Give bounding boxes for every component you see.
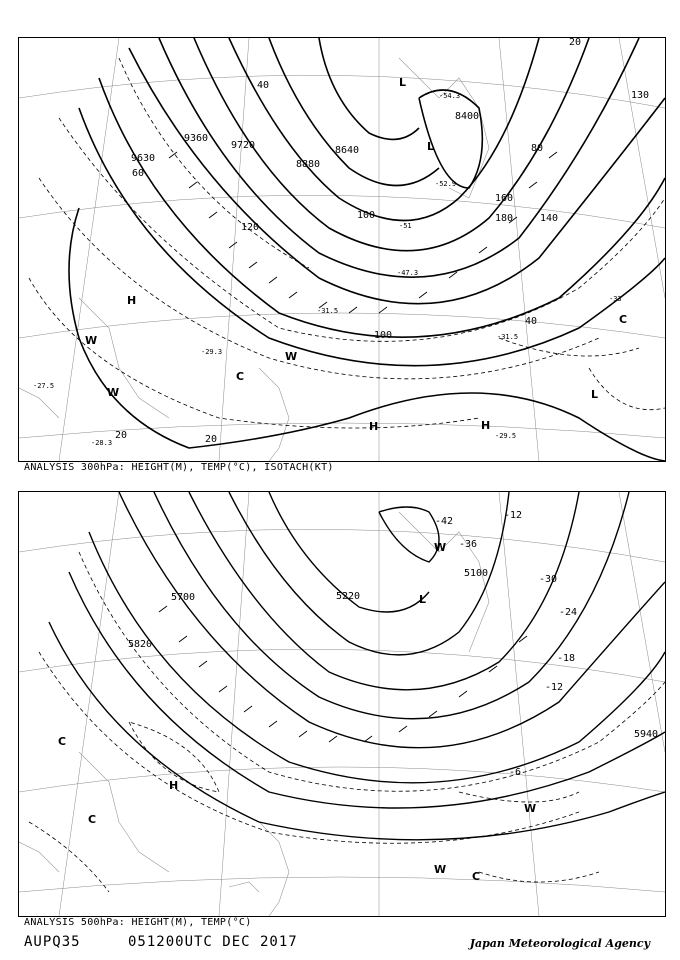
- height-label-5940: 5940: [634, 729, 659, 740]
- temp-label: -29.3: [201, 348, 223, 356]
- isotach-label: 140: [540, 213, 559, 224]
- valid-time: 051200UTC DEC 2017: [128, 934, 298, 950]
- height-label-8880: 8880: [296, 159, 321, 170]
- isotach-label: 100: [374, 330, 393, 341]
- temp-label: -31.5: [497, 333, 519, 341]
- height-label-5820: 5820: [128, 639, 153, 650]
- isotach-label: 60: [132, 168, 145, 179]
- caption-500hpa: ANALYSIS 500hPa: HEIGHT(M), TEMP(°C): [24, 917, 252, 928]
- isotach-label: 120: [241, 222, 260, 233]
- isotach-label: 20: [569, 38, 582, 48]
- cold-center: C: [88, 813, 97, 826]
- temp-label: -42: [435, 516, 454, 527]
- low-center: L: [399, 76, 407, 89]
- temp-label: -29.5: [495, 432, 517, 440]
- isotach-label: 40: [257, 80, 270, 91]
- isotach-label: 80: [531, 143, 544, 154]
- height-label-9360: 9360: [184, 133, 209, 144]
- bulletin-code: AUPQ35: [24, 934, 81, 950]
- temp-label: -12: [545, 682, 564, 693]
- height-label-9720: 9720: [231, 140, 256, 151]
- temp-label: -24: [559, 607, 578, 618]
- height-label-5220: 5220: [336, 591, 361, 602]
- wind-barbs: [159, 606, 527, 742]
- height-label-5700: 5700: [171, 592, 196, 603]
- height-label-8640: 8640: [335, 145, 360, 156]
- isotach-label: 100: [357, 210, 376, 221]
- temp-label: -47.3: [397, 269, 419, 277]
- height-contours: [69, 38, 665, 461]
- height-label-5100: 5100: [464, 568, 489, 579]
- temp-label: -28.3: [91, 439, 113, 447]
- cold-center: C: [619, 313, 628, 326]
- warm-center: W: [434, 541, 447, 554]
- chart-300hpa-canvas: [19, 38, 665, 461]
- temp-label: -27.5: [33, 382, 55, 390]
- warm-center: W: [107, 386, 120, 399]
- coastlines: [19, 58, 489, 461]
- temp-label: -51: [399, 222, 412, 230]
- agency-name: Japan Meteorological Agency: [469, 937, 650, 950]
- temp-label: -18: [557, 653, 576, 664]
- temp-label: -36: [459, 539, 478, 550]
- isotach-label: 20: [115, 430, 128, 441]
- temp-label: -6: [509, 767, 522, 778]
- warm-center: W: [524, 802, 537, 815]
- low-center: L: [427, 140, 435, 153]
- low-center: L: [419, 593, 427, 606]
- high-center: H: [369, 420, 379, 433]
- chart-300hpa: [18, 37, 666, 462]
- high-center: H: [127, 294, 137, 307]
- isotach-label: 40: [525, 316, 538, 327]
- high-center: H: [169, 779, 179, 792]
- cold-center: C: [58, 735, 67, 748]
- isotach-label: 180: [495, 213, 514, 224]
- height-label-8400: 8400: [455, 111, 480, 122]
- temp-label: -30: [539, 574, 558, 585]
- temp-label: -31.5: [317, 307, 339, 315]
- isotach-label: 130: [631, 90, 650, 101]
- cold-center: C: [236, 370, 245, 383]
- caption-300hpa: ANALYSIS 300hPa: HEIGHT(M), TEMP(°C), ISOTACH(KT): [24, 462, 334, 473]
- warm-center: W: [85, 334, 98, 347]
- isotach-label: 20: [205, 434, 218, 445]
- warm-center: W: [434, 863, 447, 876]
- chart-500hpa-canvas: [19, 492, 665, 916]
- height-contours: [49, 492, 665, 840]
- coastlines: [19, 512, 489, 916]
- temp-label: -52.9: [435, 180, 457, 188]
- warm-center: W: [285, 350, 298, 363]
- isotach-label: 160: [495, 193, 514, 204]
- cold-center: C: [472, 870, 481, 883]
- high-center: H: [481, 419, 491, 432]
- graticule: [19, 492, 665, 916]
- temp-label: -33: [609, 295, 622, 303]
- temp-label: -12: [504, 510, 523, 521]
- low-center: L: [591, 388, 599, 401]
- isotherms: [29, 58, 665, 428]
- temp-label: -54.3: [439, 92, 461, 100]
- height-label-9630: 9630: [131, 153, 156, 164]
- chart-500hpa: [18, 491, 666, 917]
